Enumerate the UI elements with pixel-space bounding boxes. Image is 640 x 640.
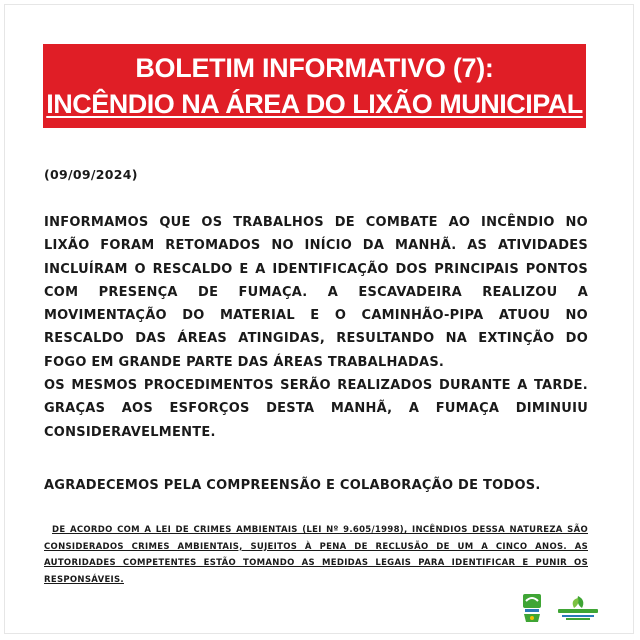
thanks-message: AGRADECEMOS PELA COMPREENSÃO E COLABORAÇÃO DE TODOS. <box>44 478 541 493</box>
title-line-2: INCÊNDIO NA ÁREA DO LIXÃO MUNICIPAL <box>46 89 583 119</box>
body-paragraph-1: INFORMAMOS QUE OS TRABALHOS DE COMBATE AO INCÊNDIO NO LIXÃO FORAM RETOMADOS NO INÍCIO DA MANHÃ. AS ATIVIDADES INCLUÍRAM O RESCALDO E A IDENTIFICAÇÃO DOS PRINCIPAIS PONTOS COM PRESENÇA DE FUMAÇA. A ESCAVADEIRA REALIZOU A MOVIMENTAÇÃO DO MATERIAL E O CAMINHÃO-PIPA ATUOU NO RESCALDO DAS ÁREAS ATINGIDAS, RESULTANDO NA EXTINÇÃO DO FOGO EM GRANDE PARTE DAS ÁREAS TRABALHADAS. <box>44 215 588 370</box>
secretaria-meio-ambiente-logo-icon <box>556 594 600 622</box>
legal-notice: DE ACORDO COM A LEI DE CRIMES AMBIENTAIS (LEI Nº 9.605/1998), INCÊNDIOS DESSA NATUREZA SÃO CONSIDERADOS CRIMES AMBIENTAIS, SUJEITOS À PENA DE RECLUSÃO DE UM A CINCO ANOS. AS AUTORIDADES COMPETENTES ESTÃO TOMANDO AS MEDIDAS LEGAIS PARA IDENTIFICAR E PUNIR OS RESPONSÁVEIS. <box>44 525 588 585</box>
body-paragraph-2: OS MESMOS PROCEDIMENTOS SERÃO REALIZADOS DURANTE A TARDE. GRAÇAS AOS ESFORÇOS DESTA MANHÃ, A FUMAÇA DIMINUIU CONSIDERAVELMENTE. <box>44 378 588 440</box>
title-line-1: BOLETIM INFORMATIVO (7): <box>135 53 494 83</box>
bulletin-date: (09/09/2024) <box>44 167 138 182</box>
title-banner <box>43 44 586 128</box>
bulletin-body <box>44 211 588 444</box>
municipal-crest-logo-icon <box>520 592 544 624</box>
